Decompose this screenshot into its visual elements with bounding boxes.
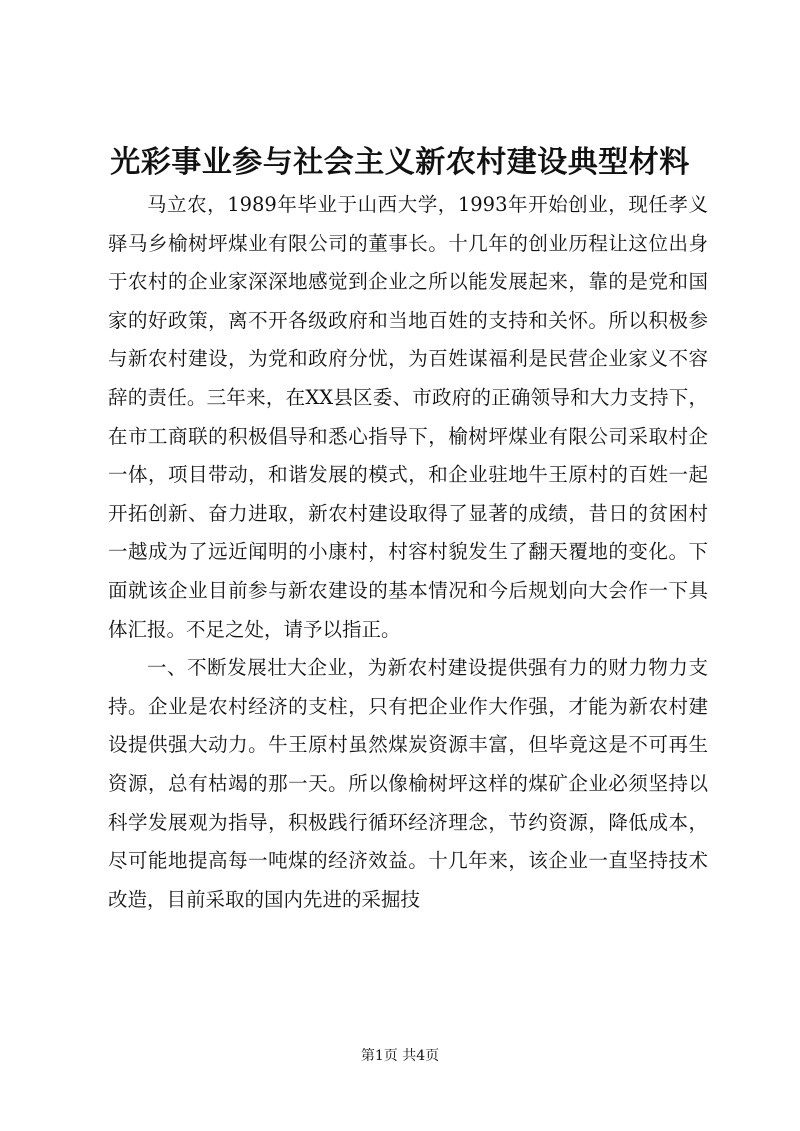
document-title: 光彩事业参与社会主义新农村建设典型材料 (110, 145, 690, 180)
document-body (108, 186, 708, 919)
paragraph-intro: 马立农，1989年毕业于山西大学，1993年开始创业，现任孝义驿马乡榆树坪煤业有限公司的董事长。十几年的创业历程让这位出身于农村的企业家深深地感觉到企业之所以能发展起来，靠的是党和国家的好政策，离不开各级政府和当地百姓的支持和关怀。所以积极参与新农村建设，为党和政府分忧，为百姓谋福利是民营企业家义不容辞的责任。三年来，在XX县区委、市政府的正确领导和大力支持下，在市工商联的积极倡导和悉心指导下，榆树坪煤业有限公司采取村企一体，项目带动，和谐发展的模式，和企业驻地牛王原村的百姓一起开拓创新、奋力进取，新农村建设取得了显著的成绩，昔日的贫困村一越成为了远近闻明的小康村，村容村貌发生了翻天覆地的变化。下面就该企业目前参与新农建设的基本情况和今后规划向大会作一下具体汇报。不足之处，请予以指正。 (108, 193, 708, 641)
paragraph-section-one: 一、不断发展壮大企业，为新农村建设提供强有力的财力物力支持。企业是农村经济的支柱，只有把企业作大作强，才能为新农村建设提供强大动力。牛王原村虽然煤炭资源丰富，但毕竟这是不可再生资源，总有枯竭的那一天。所以像榆树坪这样的煤矿企业必须坚持以科学发展观为指导，积极践行循环经济理念，节约资源，降低成本，尽可能地提高每一吨煤的经济效益。十几年来，该企业一直坚持技术改造，目前采取的国内先进的采掘技 (108, 656, 708, 911)
page-footer: 第1页 共4页 (360, 1048, 440, 1064)
